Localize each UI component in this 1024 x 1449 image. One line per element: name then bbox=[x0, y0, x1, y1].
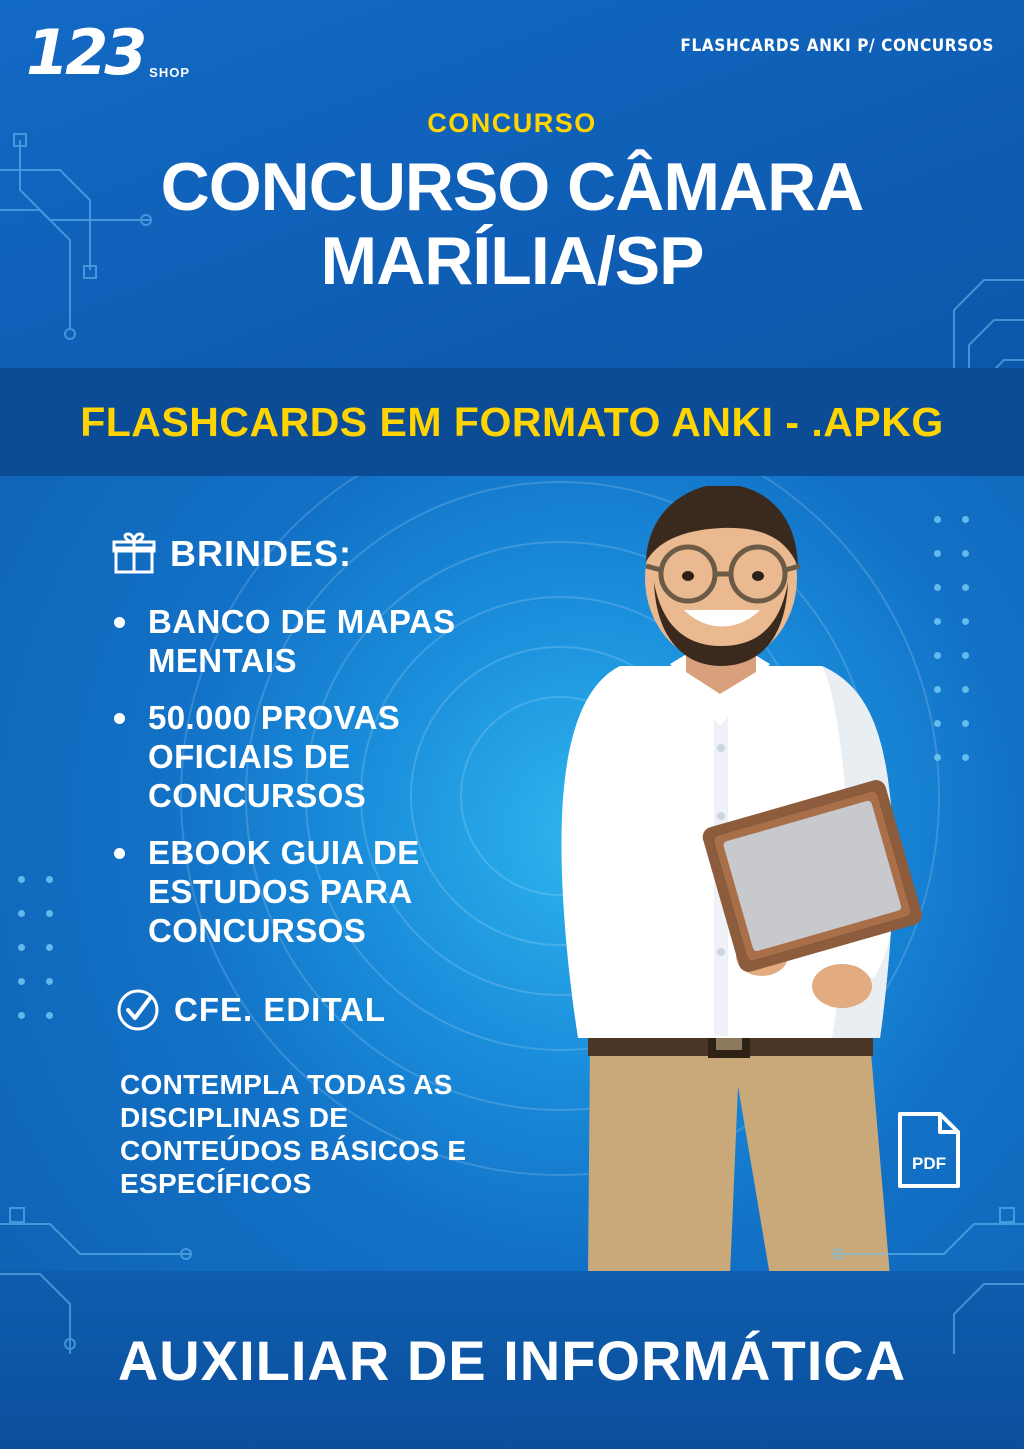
edital-title: CFE. EDITAL bbox=[174, 991, 387, 1028]
job-role-title: AUXILIAR DE INFORMÁTICA bbox=[117, 1328, 907, 1392]
dot-grid-left bbox=[18, 876, 78, 1076]
bonus-header bbox=[112, 532, 352, 576]
header-band bbox=[0, 0, 1024, 368]
brand-logo-number: 123 bbox=[26, 16, 144, 89]
footer-band bbox=[0, 1271, 1024, 1449]
format-band-label: FLASHCARDS EM FORMATO ANKI - .APKG bbox=[80, 398, 944, 445]
format-band bbox=[0, 368, 1024, 476]
edital-description: CONTEMPLA TODAS AS DISCIPLINAS DE CONTEÚDOS BÁSICOS E ESPECÍFICOS bbox=[120, 1069, 467, 1199]
pdf-icon bbox=[896, 1111, 962, 1189]
brand-logo-suffix: SHOP bbox=[149, 65, 190, 80]
list-item: 50.000 PROVAS OFICIAIS DE CONCURSOS bbox=[108, 698, 548, 815]
pdf-label: PDF bbox=[912, 1154, 946, 1173]
main-content bbox=[0, 476, 1024, 1271]
check-circle-icon bbox=[116, 988, 160, 1032]
page-title: CONCURSO CÂMARA MARÍLIA/SP bbox=[160, 149, 864, 299]
list-item: BANCO DE MAPAS MENTAIS bbox=[108, 602, 548, 680]
list-item: EBOOK GUIA DE ESTUDOS PARA CONCURSOS bbox=[108, 833, 548, 950]
gift-icon bbox=[112, 532, 156, 576]
edital-header bbox=[116, 988, 386, 1032]
brand-logo bbox=[26, 16, 190, 89]
bonus-title: BRINDES: bbox=[170, 533, 353, 574]
header-kicker: CONCURSO bbox=[427, 108, 597, 138]
bonus-list bbox=[108, 602, 548, 968]
header-tagline: FLASHCARDS ANKI P/ CONCURSOS bbox=[680, 36, 994, 56]
